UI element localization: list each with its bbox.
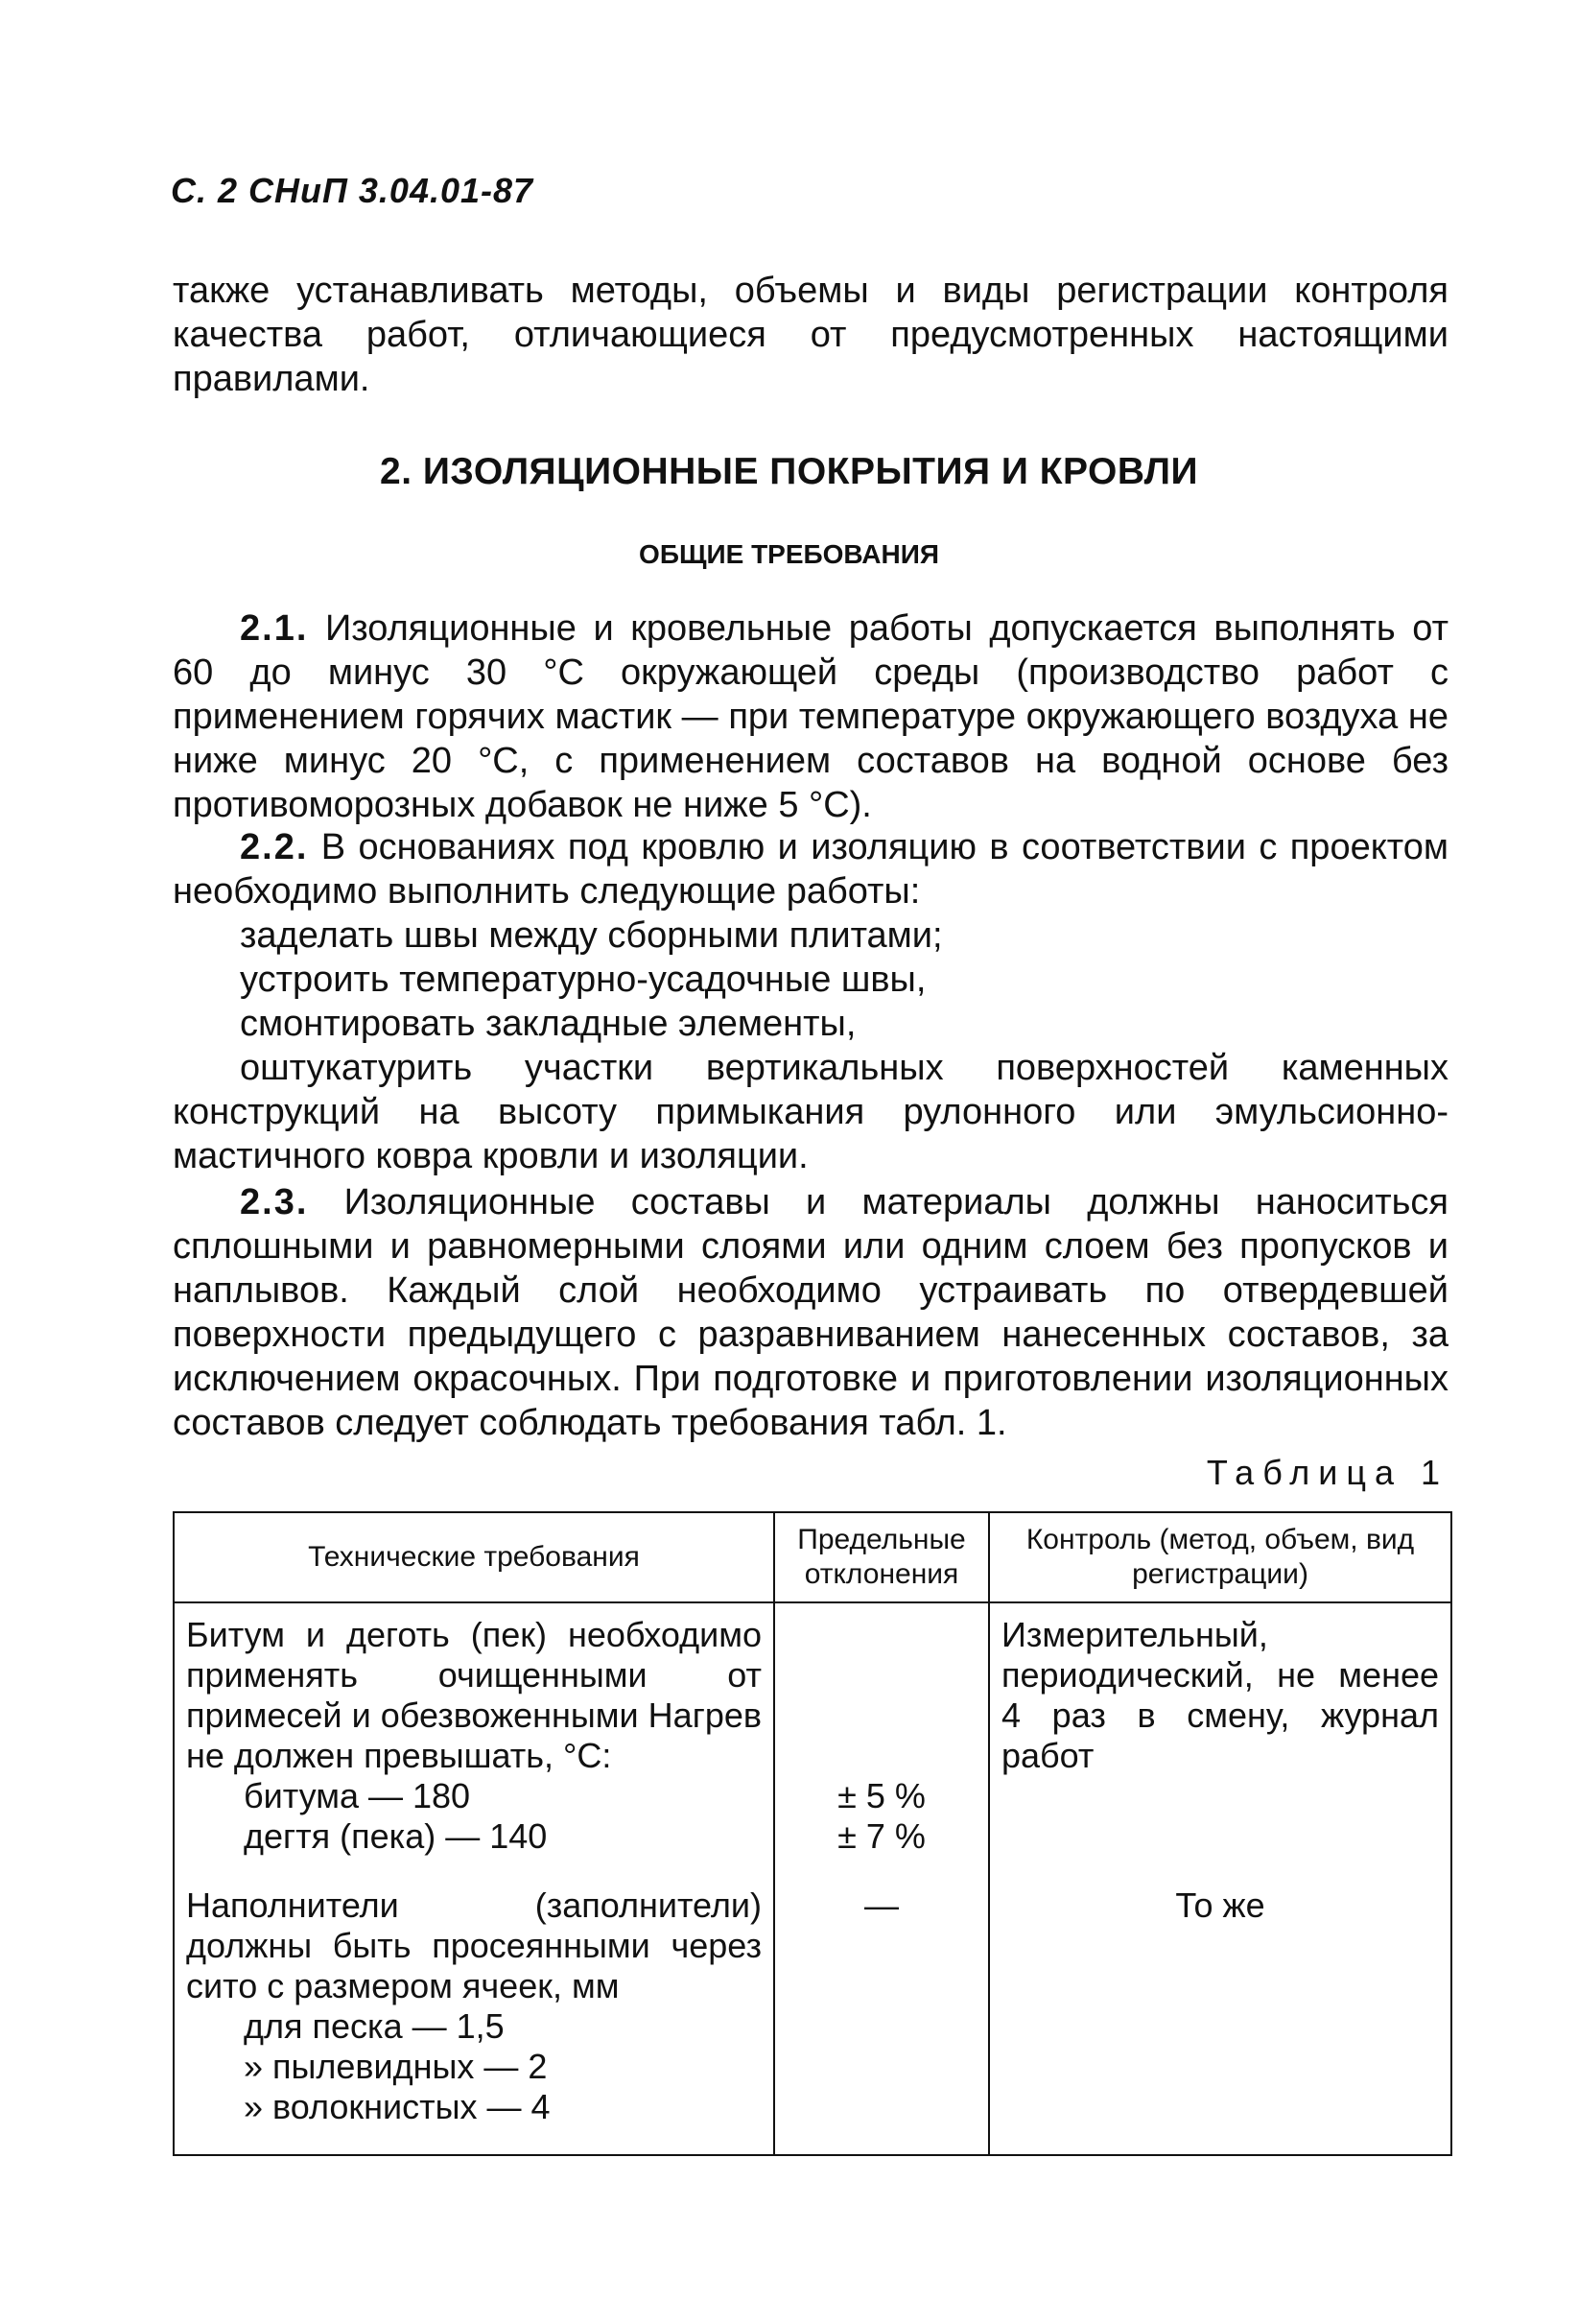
clause-text: Изоляционные и кровельные работы допускается выполнять от 60 до минус 30 °С окружающей среды (производство работ с применением горячих мастик — при температуре окружающего воздуха не ниже минус 20 °С, с применением составов на водной основе без противоморозных добавок не ниже 5 °С).: [173, 608, 1448, 825]
clause-number: 2.2.: [240, 827, 309, 867]
list-item: смонтировать закладные элементы,: [240, 1004, 857, 1044]
spacer: [787, 1615, 977, 1776]
deviation-value: ± 5 %: [837, 1776, 926, 1815]
requirement-text: Наполнители (заполнители) должны быть просеянными через сито с размером ячеек, мм: [186, 1885, 762, 2005]
table-row: [174, 1878, 1451, 2155]
deviation-cell: —: [774, 1878, 989, 2155]
header-requirements: Технические требования: [174, 1512, 774, 1602]
clause-2-3: [173, 1180, 1448, 1445]
sub-item: » пылевидных — 2: [244, 2047, 548, 2086]
list-item: устроить температурно-усадочные швы,: [240, 960, 927, 1000]
clause-2-2: [173, 825, 1448, 913]
header-control: Контроль (метод, объем, вид регистрации): [989, 1512, 1451, 1602]
clause-2-1: [173, 606, 1448, 827]
clause-text: В основаниях под кровлю и изоляцию в соответствии с проектом необходимо выполнить следующие работы:: [173, 827, 1448, 912]
list-item: заделать швы между сборными плитами;: [240, 915, 943, 956]
table-caption: Таблица 1: [1206, 1453, 1448, 1492]
requirement-cell: [174, 1602, 774, 1878]
table-header-row: [174, 1512, 1451, 1602]
clause-number: 2.3.: [240, 1182, 309, 1222]
subsection-title: ОБЩИЕ ТРЕБОВАНИЯ: [639, 539, 939, 569]
control-cell: Измерительный, периодический, не менее 4 раз в смену, журнал работ: [989, 1602, 1451, 1878]
sub-item: битума — 180: [244, 1776, 471, 1815]
requirement-cell: [174, 1878, 774, 2155]
requirement-text: Битум и деготь (пек) необходимо применять очищенными от примесей и обезвоженными Нагрев не должен превышать, °С:: [186, 1615, 762, 1775]
intro-paragraph: также устанавливать методы, объемы и виды регистрации контроля качества работ, отличающиеся от предусмотренных настоящими правилами.: [173, 271, 1448, 399]
header-deviations: Предельные отклонения: [774, 1512, 989, 1602]
list-item: оштукатурить участки вертикальных поверхностей каменных конструкций на высоту примыкания рулонного или эмульсионно-мастичного ковра кровли и изоляции.: [173, 1048, 1448, 1176]
section-title: 2. ИЗОЛЯЦИОННЫЕ ПОКРЫТИЯ И КРОВЛИ: [380, 451, 1198, 492]
sub-item: » волокнистых — 4: [244, 2087, 551, 2126]
clause-text: Изоляционные составы и материалы должны наноситься сплошными и равномерными слоями или одним слоем без пропусков и наплывов. Каждый слой необходимо устраивать по отвердевшей поверхности предыдущего с разравниванием нанесенных составов, за исключением окрасочных. При подготовке и приготовлении изоляционных составов следует соблюдать требования табл. 1.: [173, 1182, 1448, 1443]
running-head: С. 2 СНиП 3.04.01-87: [171, 171, 534, 210]
requirements-table: [173, 1511, 1452, 2156]
sub-item: дегтя (пека) — 140: [244, 1816, 548, 1856]
control-cell: То же: [989, 1878, 1451, 2155]
sub-item: для песка — 1,5: [244, 2006, 505, 2046]
table-row: [174, 1602, 1451, 1878]
clause-number: 2.1.: [240, 608, 309, 649]
deviation-value: ± 7 %: [837, 1816, 926, 1856]
deviation-cell: [774, 1602, 989, 1878]
